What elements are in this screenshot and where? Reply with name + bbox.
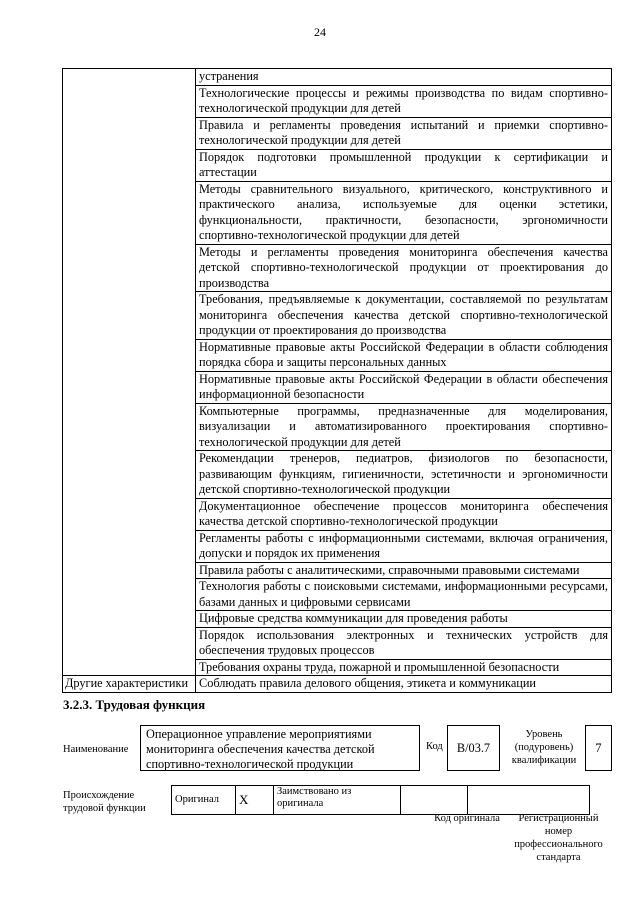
borrowed-label: Заимствовано из оригинала [274,786,401,815]
code-original-label: Код оригинала [434,813,500,824]
row-label [63,69,196,86]
row-label [63,339,196,371]
table-row [63,627,612,659]
table-row [63,371,612,403]
row-label [63,292,196,340]
row-label [63,181,196,244]
row-label [63,579,196,611]
table-row [63,339,612,371]
table-row [63,659,612,676]
table-row [63,676,612,693]
row-label [63,659,196,676]
name-label: Наименование [63,744,129,755]
row-text: Рекомендации тренеров, педиатров, физиологов по безопасности, развивающим функциям, гигиеничности, эстетичности и эргономичности детской спортивно-технологической продукции [196,451,612,499]
qualification-level-box: 7 [585,725,612,771]
row-text: Требования охраны труда, пожарной и промышленной безопасности [196,659,612,676]
table-row [63,562,612,579]
row-text: Методы сравнительного визуального, критического, конструктивного и практического анализа, используемые для оценки эстетики, функциональности, практичности, безопасности, эргономичности спортивно-технологической продукции для детей [196,181,612,244]
function-name-box: Операционное управление мероприятиями мониторинга обеспечения качества детской спортивно-технологической продукции [140,725,420,771]
origin-label [63,789,163,815]
row-label [63,85,196,117]
row-label [63,611,196,628]
table-row [63,579,612,611]
row-text: Соблюдать правила делового общения, этикета и коммуникации [196,676,612,693]
code-label: Код [426,741,443,752]
table-row [63,498,612,530]
table-row [63,530,612,562]
row-text: Методы и регламенты проведения мониторинга обеспечения качества детской спортивно-технологической продукции от проектирования до производства [196,244,612,292]
row-text: Документационное обеспечение процессов мониторинга обеспечения качества детской спортивно-технологической продукции [196,498,612,530]
row-text: устранения [196,69,612,86]
table-row [63,69,612,86]
reg-number-cell [468,786,590,815]
row-label [63,530,196,562]
reg-number-label: Регистрационный номер профессионального стандарта [514,813,603,863]
row-label: Другие характеристики [63,676,196,693]
page-number: 24 [314,25,326,39]
row-text: Цифровые средства коммуникации для проведения работы [196,611,612,628]
row-label [63,562,196,579]
origin-table [171,785,590,815]
original-mark: X [236,786,274,815]
row-label [63,244,196,292]
table-row [63,292,612,340]
section-title: 3.2.3. Трудовая функция [63,697,206,712]
table-row [63,244,612,292]
row-text: Правила работы с аналитическими, справочными правовыми системами [196,562,612,579]
table-row [63,403,612,451]
function-code-box: B/03.7 [447,725,500,771]
row-text: Компьютерные программы, предназначенные для моделирования, визуализации и автоматизированного проектирования спортивно-технологической продукции для детей [196,403,612,451]
requirements-table [62,68,612,693]
table-row [63,451,612,499]
row-text: Требования, предъявляемые к документации, составляемой по результатам мониторинга обеспечения качества детской спортивно-технологической продукции от проектирования до производства [196,292,612,340]
row-text: Порядок использования электронных и технических устройств для обеспечения трудовых процессов [196,627,612,659]
row-text: Правила и регламенты проведения испытаний и приемки спортивно-технологической продукции для детей [196,117,612,149]
table-row [63,85,612,117]
row-label [63,451,196,499]
row-text: Технология работы с поисковыми системами, информационными ресурсами, базами данных и цифровыми сервисами [196,579,612,611]
row-label [63,149,196,181]
table-row [63,149,612,181]
qualification-level-label: Уровень (подуровень) квалификации [511,729,577,766]
row-text: Регламенты работы с информационными системами, включая ограничения, допуски и порядок их применения [196,530,612,562]
row-text: Порядок подготовки промышленной продукции к сертификации и аттестации [196,149,612,181]
row-label [63,498,196,530]
row-label [63,403,196,451]
table-row [63,611,612,628]
row-label [63,117,196,149]
row-label [63,627,196,659]
row-label [63,371,196,403]
row-text: Нормативные правовые акты Российской Федерации в области обеспечения информационной безопасности [196,371,612,403]
row-text: Нормативные правовые акты Российской Федерации в области соблюдения порядка сбора и защиты персональных данных [196,339,612,371]
original-label: Оригинал [172,786,236,815]
table-row [63,117,612,149]
origin-label-text: Происхождение трудовой функции [63,790,146,814]
row-text: Технологические процессы и режимы производства по видам спортивно-технологической продукции для детей [196,85,612,117]
code-original-cell [401,786,468,815]
table-row [63,181,612,244]
